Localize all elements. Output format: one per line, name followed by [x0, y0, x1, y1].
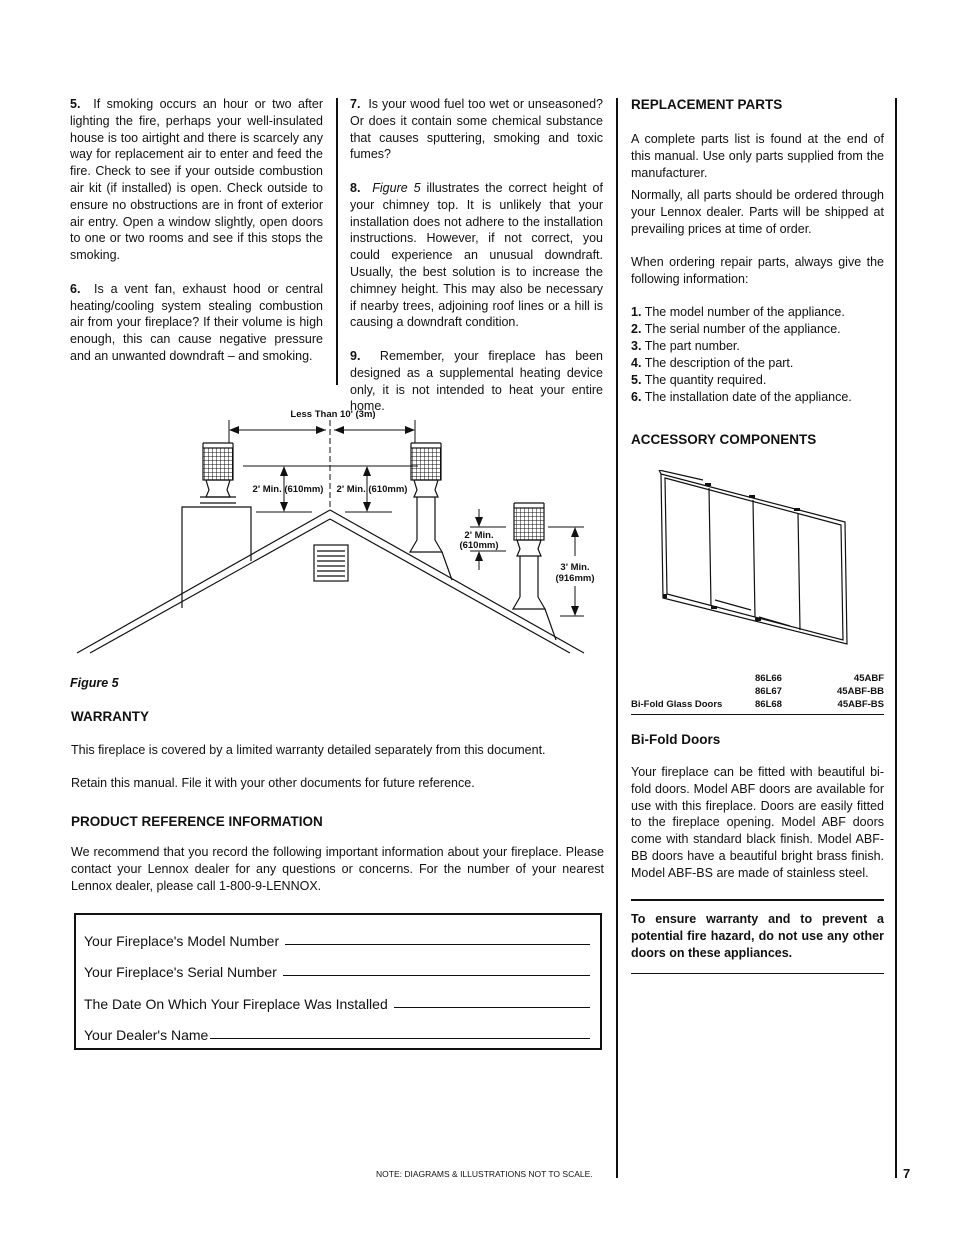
label-2ft-a: 2' Min. (610mm): [252, 484, 324, 495]
warranty-p2: Retain this manual. File it with your other documents for future reference.: [71, 775, 475, 790]
bifold-text: Your fireplace can be fitted with beautiful bi-fold doors. Model ABF doors are available for use with this fireplace. Doors are easily fitted to the fireplace opening. Model ABF doors come with standard black finish. Model ABF-BB doors have a beautiful bright brass finish. Model ABF-BS are made of stainless steel.: [631, 765, 884, 880]
replacement-p3: When ordering repair parts, always give the following information:: [631, 254, 884, 286]
label-2ft-c1: 2' Min.: [464, 530, 494, 541]
install-date-field[interactable]: The Date On Which Your Fireplace Was Installed: [84, 980, 590, 1012]
parts-info-list: [631, 304, 884, 406]
page-number: 7: [903, 1166, 911, 1181]
item-7: 7. Is your wood fuel too wet or unseasoned? Or does it contain some chemical substance that causes sputtering, smoking and toxic fumes?: [350, 97, 603, 162]
list-item: 2. The serial number of the appliance.: [631, 322, 841, 337]
bifold-section: [631, 732, 884, 882]
serial-number-field[interactable]: Your Fireplace's Serial Number: [84, 949, 590, 981]
accessory-heading: ACCESSORY COMPONENTS: [631, 432, 817, 447]
dealer-name-line[interactable]: [210, 1038, 590, 1039]
item-8: 8. Figure 5 illustrates the correct height of your chimney top. It is unlikely that your installation does not adhere to the installation instructions. However, if not correct, you could experience an unusual downdraft. Usually, the best solution is to increase the chimney height. This may also be necessary if nearby trees, adjoining roof lines or a hill is causing a downdraft condition.: [350, 180, 603, 330]
replacement-p2: Normally, all parts should be ordered through your Lennox dealer. Parts will be shipped at prevailing prices at time of order.: [631, 188, 884, 236]
table-divider: [631, 714, 884, 715]
replacement-p1: A complete parts list is found at the end of this manual. Use only parts supplied from the manufacturer.: [631, 132, 884, 180]
warranty-heading: WARRANTY: [71, 709, 149, 724]
figure-caption: Figure 5: [70, 676, 119, 690]
list-item: 1. The model number of the appliance.: [631, 305, 845, 320]
list-item: 4. The description of the part.: [631, 356, 794, 371]
label-2ft-b: 2' Min. (610mm): [336, 484, 408, 495]
dimension-less-than-10ft: [229, 420, 415, 510]
table-row: 86L66 45ABF: [755, 673, 884, 684]
list-item: 5. The quantity required.: [631, 373, 767, 388]
list-item: 3. The part number.: [631, 339, 740, 354]
item-6: 6. Is a vent fan, exhaust hood or central heating/cooling system stealing combustion air from your fireplace? If their volume is high enough, this can cause negative pressure and an unwanted downdraft – and smoking.: [70, 281, 324, 363]
label-3ft-2: (916mm): [555, 573, 595, 584]
label-less-than-10ft: Less Than 10' (3m): [290, 409, 376, 420]
model-number-field[interactable]: Your Fireplace's Model Number: [84, 917, 590, 949]
serial-number-line[interactable]: [283, 975, 590, 976]
table-row: Bi-Fold Glass Doors 86L68 45ABF-BS: [631, 699, 884, 710]
replacement-section: [631, 97, 884, 406]
footer-note: NOTE: DIAGRAMS & ILLUSTRATIONS NOT TO SCALE.: [376, 1169, 593, 1179]
list-item: 6. The installation date of the appliance.: [631, 390, 852, 405]
bifold-doors-illustration: [655, 470, 855, 650]
product-ref-text: We recommend that you record the following important information about your fireplace. Please contact your Lennox dealer for any questions or concerns. For the number of your nearest Lennox dealer, please call 1-800-9-LENNOX.: [71, 845, 604, 893]
label-2ft-c2: (610mm): [459, 540, 499, 551]
metal-chimney-right: [513, 503, 556, 640]
record-form: [74, 913, 602, 1050]
install-date-line[interactable]: [394, 1007, 590, 1008]
accessory-table: [631, 672, 884, 711]
gable-vent-icon: [314, 545, 348, 581]
warranty-p1: This fireplace is covered by a limited warranty detailed separately from this document.: [71, 743, 546, 757]
replacement-heading: REPLACEMENT PARTS: [631, 97, 783, 112]
label-3ft-1: 3' Min.: [560, 562, 590, 573]
warranty-section: [71, 709, 606, 792]
metal-chimney-middle: [410, 443, 452, 580]
model-number-line[interactable]: [285, 944, 590, 945]
doors-warning: To ensure warranty and to prevent a potential fire hazard, do not use any other doors on these appliances.: [631, 912, 884, 960]
item-5: 5. If smoking occurs an hour or two after lighting the fire, perhaps your well-insulated house is too airtight and there is scarcely any way for replacement air to enter and feed the fire. Check to see if your outside combustion air kit (if installed) is open. Check outside to ensure no obstructions are in front of exterior air entry. Open a window slightly, open doors to one or two rooms and see if this stops the smoking.: [70, 97, 323, 263]
table-row: 86L67 45ABF-BB: [755, 686, 884, 697]
product-ref-section: [71, 814, 604, 894]
warning-top-rule: [631, 899, 884, 901]
product-ref-heading: PRODUCT REFERENCE INFORMATION: [71, 814, 323, 829]
masonry-chimney: [182, 443, 251, 608]
warning-bottom-rule: [631, 973, 884, 974]
bifold-heading: Bi-Fold Doors: [631, 732, 721, 747]
dealer-name-field[interactable]: Your Dealer's Name: [84, 1012, 590, 1044]
item-9: 9. Remember, your fireplace has been designed as a supplemental heating device only, it is not intended to heat your entire home.: [350, 348, 603, 414]
